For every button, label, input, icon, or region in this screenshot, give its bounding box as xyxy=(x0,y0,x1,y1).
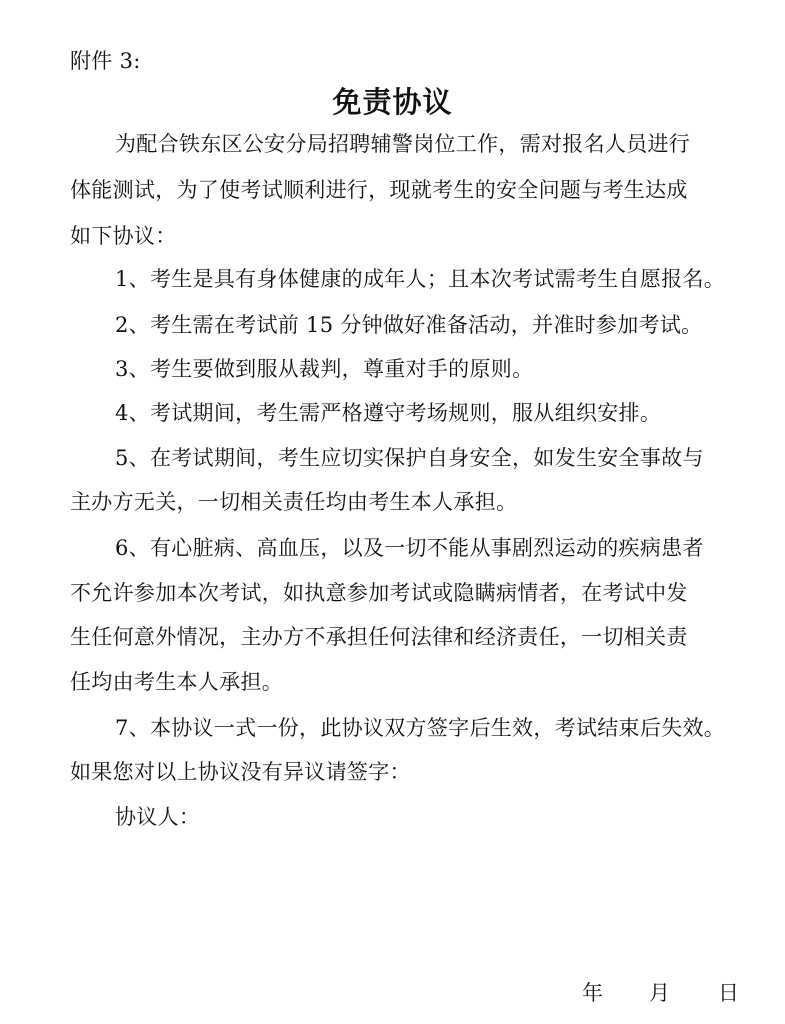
clause-7-line-2: 如果您对以上协议没有异议请签字： xyxy=(70,760,411,784)
clause-6-line-2: 不允许参加本次考试，如执意参加考试或隐瞒病情者，在考试中发 xyxy=(70,581,688,605)
date-day-label: 日 xyxy=(718,981,739,1005)
clause-6-line-1: 6、有心脏病、高血压，以及一切不能从事剧烈运动的疾病患者 xyxy=(115,536,704,560)
clause-6-line-4: 任均由考生本人承担。 xyxy=(70,670,283,694)
date-year-label: 年 xyxy=(582,981,603,1005)
page-title: 免责协议 xyxy=(332,85,453,119)
intro-line-1: 为配合铁东区公安分局招聘辅警岗位工作，需对报名人员进行 xyxy=(115,132,691,156)
clause-3: 3、考生要做到服从裁判，尊重对手的原则。 xyxy=(115,357,534,381)
clause-4: 4、考试期间，考生需严格遵守考场规则，服从组织安排。 xyxy=(115,401,662,425)
clause-5-line-2: 主办方无关，一切相关责任均由考生本人承担。 xyxy=(70,490,518,514)
clause-5-line-1: 5、在考试期间，考生应切实保护自身安全，如发生安全事故与 xyxy=(115,446,704,470)
intro-line-3: 如下协议： xyxy=(70,224,177,248)
signature-label: 协议人： xyxy=(115,805,201,829)
clause-6-line-3: 生任何意外情况，主办方不承担任何法律和经济责任，一切相关责 xyxy=(70,625,688,649)
attachment-label: 附件 3: xyxy=(70,49,141,73)
date-month-label: 月 xyxy=(649,981,670,1005)
clause-7-line-1: 7、本协议一式一份，此协议双方签字后生效，考试结束后失效。 xyxy=(115,716,726,740)
clause-1: 1、考生是具有身体健康的成年人；且本次考试需考生自愿报名。 xyxy=(115,267,726,291)
intro-line-2: 体能测试，为了使考试顺利进行，现就考生的安全问题与考生达成 xyxy=(70,178,688,202)
clause-2: 2、考生需在考试前 15 分钟做好准备活动，并准时参加考试。 xyxy=(115,313,703,337)
